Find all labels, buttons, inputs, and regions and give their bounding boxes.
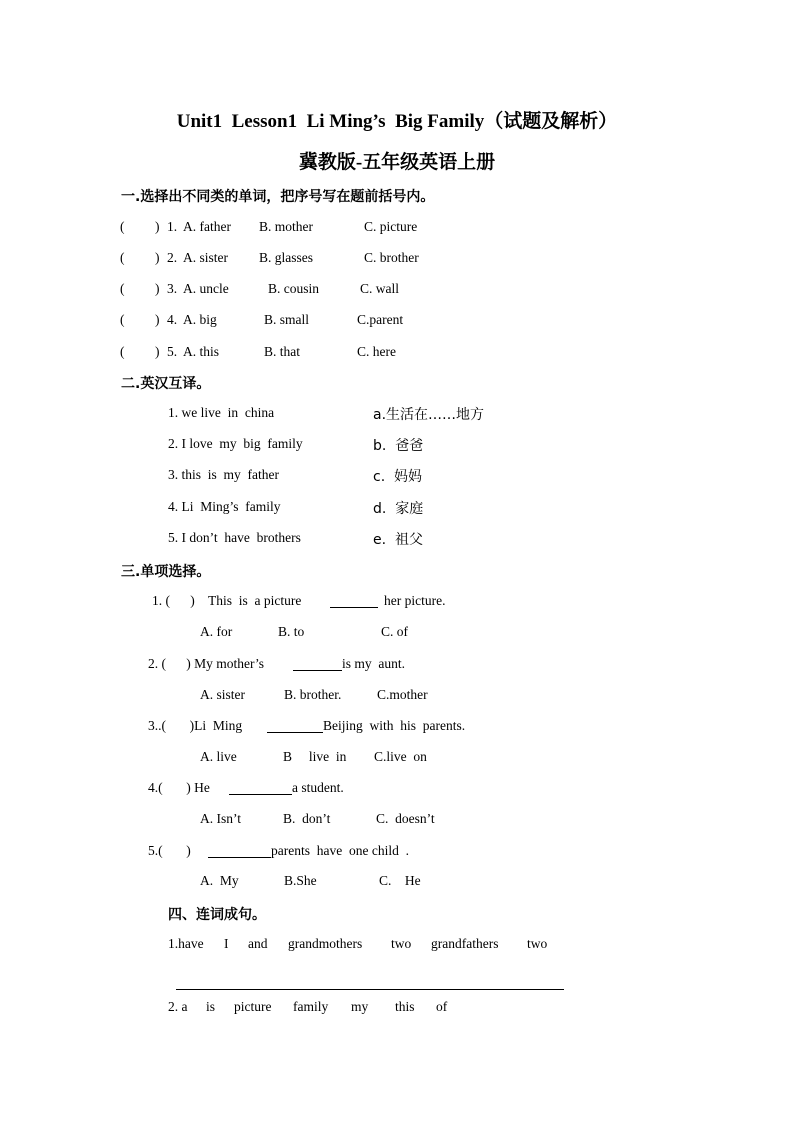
scrambled-word: of <box>436 999 448 1014</box>
question-number: 1. <box>167 219 178 234</box>
english-phrase: 5. I don’t have brothers <box>168 530 301 545</box>
chinese-meaning: d. 家庭 <box>373 501 424 517</box>
chinese-meaning: e. 祖父 <box>373 532 423 548</box>
option-c: C. wall <box>360 281 399 296</box>
scrambled-word: picture <box>234 999 272 1014</box>
scrambled-word: two <box>527 936 548 951</box>
choice-option: C. of <box>381 624 408 639</box>
scrambled-word: and <box>248 936 268 951</box>
answer-blank[interactable] <box>330 607 378 608</box>
option-b: B. mother <box>259 219 313 234</box>
answer-line <box>176 989 564 990</box>
option-a: A. sister <box>183 250 228 265</box>
english-phrase: 3. this is my father <box>168 467 279 482</box>
choice-option: B.She <box>284 873 317 888</box>
question-number: 3. <box>167 281 178 296</box>
answer-blank[interactable] <box>229 794 292 795</box>
scrambled-word: grandmothers <box>288 936 363 951</box>
english-phrase: 2. I love my big family <box>168 436 303 451</box>
option-b: B. that <box>264 344 300 359</box>
option-a: A. big <box>183 312 217 327</box>
choice-option: C.mother <box>377 687 428 702</box>
option-c: C. brother <box>364 250 419 265</box>
scrambled-word: two <box>391 936 412 951</box>
question-stem: 2. ( ) My mother’s <box>148 656 264 671</box>
question-stem-end: parents have one child . <box>271 843 409 858</box>
answer-bracket-close: ) <box>155 344 160 359</box>
answer-blank[interactable] <box>267 732 323 733</box>
question-stem: 1. ( ) This is a picture <box>152 593 302 608</box>
choice-option: B. brother. <box>284 687 342 702</box>
answer-blank[interactable] <box>293 670 342 671</box>
option-b: B. cousin <box>268 281 320 296</box>
chinese-meaning: b. 爸爸 <box>373 438 424 454</box>
answer-bracket-open: ( <box>120 250 125 265</box>
answer-bracket-close: ) <box>155 250 160 265</box>
scrambled-word: 2. a <box>168 999 188 1014</box>
option-c: C.parent <box>357 312 404 327</box>
choice-option: C. doesn’t <box>376 811 435 826</box>
answer-bracket-open: ( <box>120 344 125 359</box>
question-stem: 3..( )Li Ming <box>148 718 243 733</box>
question-stem-end: her picture. <box>384 593 446 608</box>
section3-heading: 三.单项选择。 <box>121 564 211 580</box>
chinese-meaning: a.生活在……地方 <box>373 407 485 423</box>
choice-option: A. sister <box>200 687 245 702</box>
answer-bracket-close: ) <box>155 281 160 296</box>
english-phrase: 4. Li Ming’s family <box>168 499 281 514</box>
section1-heading: 一.选择出不同类的单词，把序号写在题前括号内。 <box>121 189 435 205</box>
section2-heading: 二.英汉互译。 <box>121 376 211 392</box>
option-c: C. picture <box>364 219 418 234</box>
section4-heading: 四、连词成句。 <box>168 907 266 923</box>
page-title: Unit1 Lesson1 Li Ming’s Big Family（试题及解析） <box>176 111 618 132</box>
answer-bracket-close: ) <box>155 219 160 234</box>
option-b: B. glasses <box>259 250 313 265</box>
answer-blank[interactable] <box>208 857 271 858</box>
question-stem: 5.( ) <box>148 843 191 858</box>
chinese-meaning: c. 妈妈 <box>373 469 423 485</box>
scrambled-word: I <box>224 936 229 951</box>
option-b: B. small <box>264 312 310 327</box>
question-number: 5. <box>167 344 178 359</box>
option-c: C. here <box>357 344 396 359</box>
choice-option: A. My <box>200 873 239 888</box>
option-a: A. father <box>183 219 231 234</box>
question-number: 2. <box>167 250 178 265</box>
page-subtitle: 冀教版-五年级英语上册 <box>298 152 496 173</box>
choice-option: A. for <box>200 624 233 639</box>
option-a: A. uncle <box>183 281 229 296</box>
choice-option: B. don’t <box>283 811 331 826</box>
question-stem-end: is my aunt. <box>342 656 405 671</box>
option-a: A. this <box>183 344 220 359</box>
scrambled-word: is <box>206 999 216 1014</box>
answer-bracket-open: ( <box>120 312 125 327</box>
question-number: 4. <box>167 312 178 327</box>
question-stem-end: a student. <box>292 780 344 795</box>
answer-bracket-close: ) <box>155 312 160 327</box>
choice-option: C.live on <box>374 749 427 764</box>
english-phrase: 1. we live in china <box>168 405 275 420</box>
answer-bracket-open: ( <box>120 219 125 234</box>
choice-option: C. He <box>379 873 421 888</box>
question-stem: 4.( ) He <box>148 780 210 795</box>
scrambled-word: family <box>293 999 329 1014</box>
choice-option: A. live <box>200 749 237 764</box>
choice-option: A. Isn’t <box>200 811 242 826</box>
answer-bracket-open: ( <box>120 281 125 296</box>
scrambled-word: this <box>395 999 415 1014</box>
scrambled-word: 1.have <box>168 936 204 951</box>
question-stem-end: Beijing with his parents. <box>323 718 466 733</box>
scrambled-word: my <box>351 999 369 1014</box>
scrambled-word: grandfathers <box>431 936 499 951</box>
choice-option: B live in <box>283 749 347 764</box>
choice-option: B. to <box>278 624 305 639</box>
